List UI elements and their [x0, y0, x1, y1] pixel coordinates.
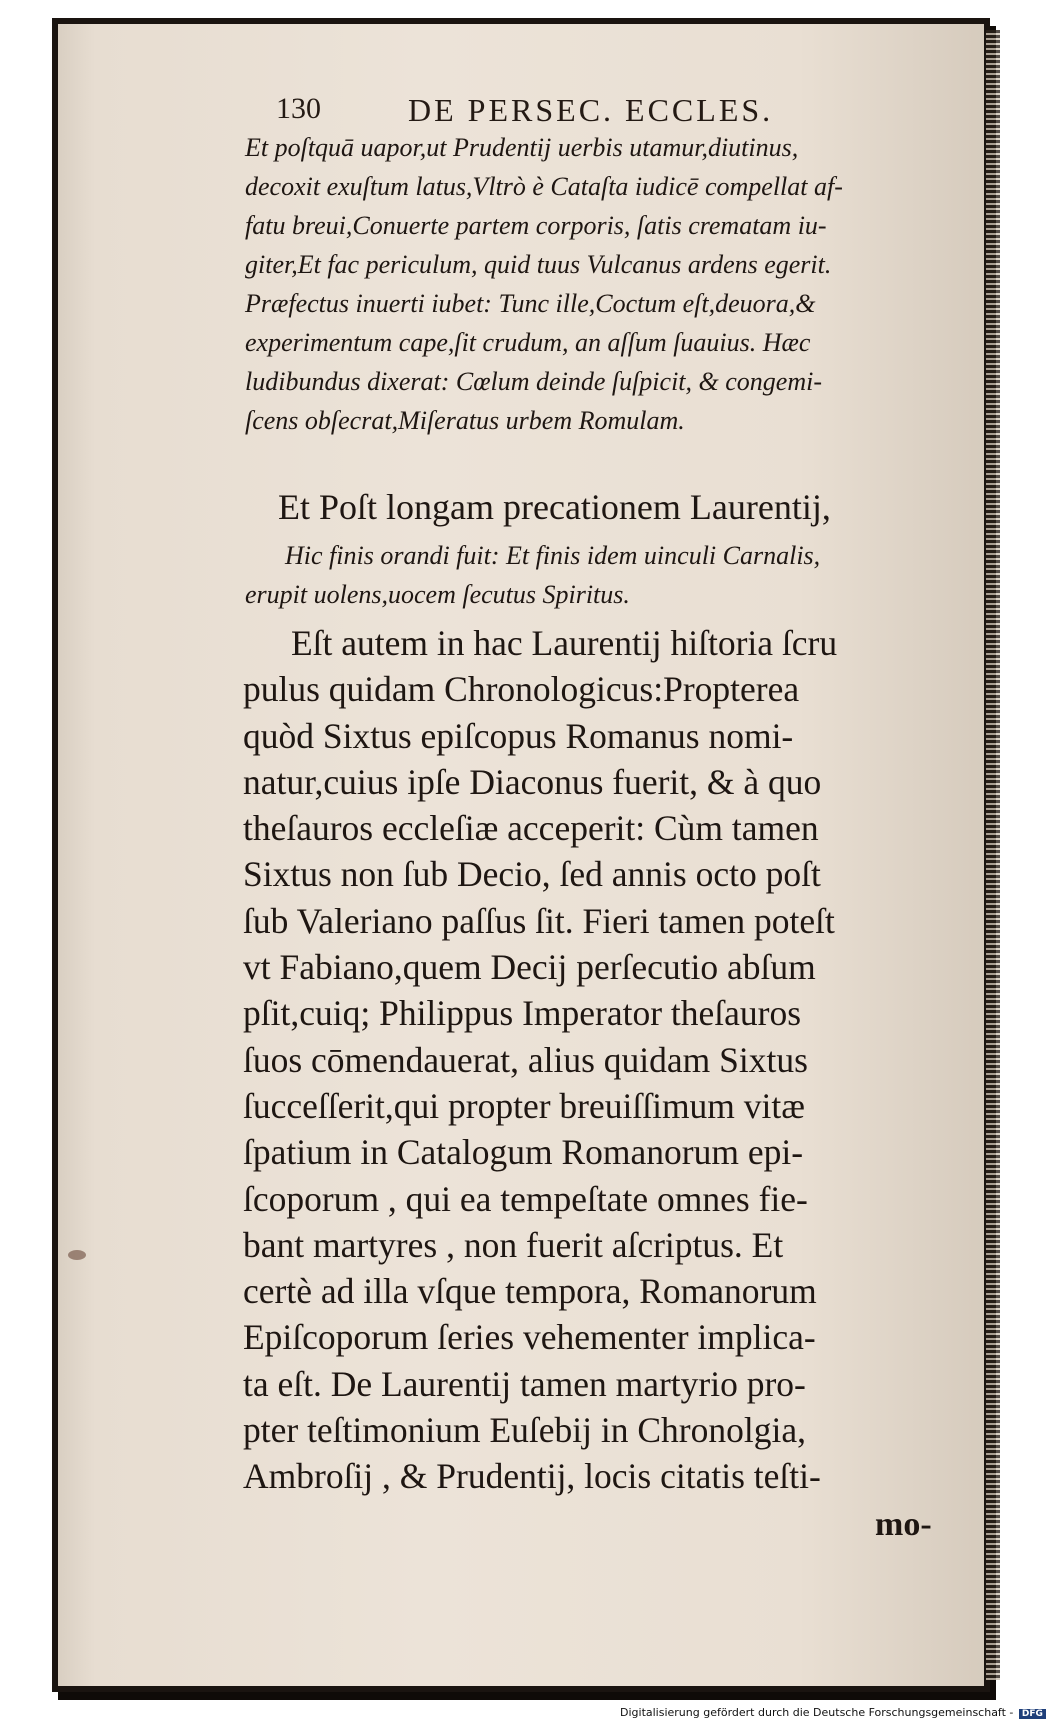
text-line: ta eſt. De Laurentij tamen martyrio pro- [243, 1363, 806, 1404]
footer-text: Digitalisierung gefördert durch die Deutsche Forschungsgemeinschaft - [620, 1706, 1014, 1719]
text-line: Et poſtquā uapor,ut Prudentij uerbis utamur,diutinus, [245, 133, 799, 162]
footer-credit [620, 1706, 1046, 1719]
dfg-logo: DFG [1019, 1709, 1046, 1719]
text-line: ludibundus dixerat: Cœlum deinde ſuſpicit, & congemi- [245, 367, 822, 396]
text-line: ſucceſſerit,qui propter breuiſſimum vitæ [243, 1085, 805, 1126]
text-line: Præfectus inuerti iubet: Tunc ille,Coctum eſt,deuora,& [245, 289, 816, 318]
text-line: giter,Et fac periculum, quid tuus Vulcanus ardens egerit. [245, 250, 832, 279]
page-edge [986, 30, 1000, 1680]
text-line: ſcoporum , qui ea tempeſtate omnes fie- [243, 1178, 808, 1219]
text-line: quòd Sixtus epiſcopus Romanus nomi- [243, 715, 794, 756]
italic-passage-1 [245, 128, 980, 440]
italic-passage-2b [245, 575, 980, 614]
text-line: ſpatium in Catalogum Romanorum epi- [243, 1132, 804, 1173]
text-line: bant martyres , non fuerit aſcriptus. Et [243, 1224, 784, 1265]
text-line: Epiſcoporum ſeries vehementer implica- [243, 1317, 816, 1358]
text-line: Hic finis orandi fuit: Et finis idem uinculi Carnalis, [285, 541, 821, 570]
text-line: Sixtus non ſub Decio, ſed annis octo poſt [243, 854, 821, 895]
text-line: fatu breui,Conuerte partem corporis, ſatis crematam iu- [245, 211, 827, 240]
body-text [243, 620, 978, 1500]
text-line: pter teſtimonium Euſebij in Chronolgia, [243, 1410, 806, 1451]
text-line: decoxit exuſtum latus,Vltrò è Cataſta iudicē compellat af- [245, 172, 843, 201]
text-line: certè ad illa vſque tempora, Romanorum [243, 1271, 817, 1312]
text-line: ſuos cōmendauerat, alius quidam Sixtus [243, 1039, 808, 1080]
text-line: ſcens obſecrat,Miſeratus urbem Romulam. [245, 406, 685, 435]
text-line: Ambroſij , & Prudentij, locis citatis teſti- [243, 1456, 821, 1497]
text-line: pſit,cuiq; Philippus Imperator theſauros [243, 993, 802, 1034]
text-line: ſub Valeriano paſſus ſit. Fieri tamen poteſt [243, 900, 835, 941]
text-line: vt Fabiano,quem Decij perſecutio abſum [243, 947, 816, 988]
text-line: Eſt autem in hac Laurentij hiſtoria ſcru [291, 623, 838, 663]
roman-line: Et Poſt longam precationem Laurentij, [278, 487, 831, 527]
catchword: mo- [875, 1506, 932, 1543]
running-title: DE PERSEC. ECCLES. [408, 92, 774, 128]
italic-passage-2 [285, 536, 1020, 575]
text-line: theſauros eccleſiæ acceperit: Cùm tamen [243, 808, 819, 849]
text-line: natur,cuius ipſe Diaconus fuerit, & à quo [243, 761, 822, 802]
text-line: experimentum cape,ſit crudum, an aſſum ſuauius. Hæc [245, 328, 811, 357]
text-line: pulus quidam Chronologicus:Propterea [243, 669, 800, 710]
page-number: 130 [276, 92, 321, 125]
ink-blot [68, 1250, 86, 1260]
text-line: erupit uolens,uocem ſecutus Spiritus. [245, 580, 630, 609]
